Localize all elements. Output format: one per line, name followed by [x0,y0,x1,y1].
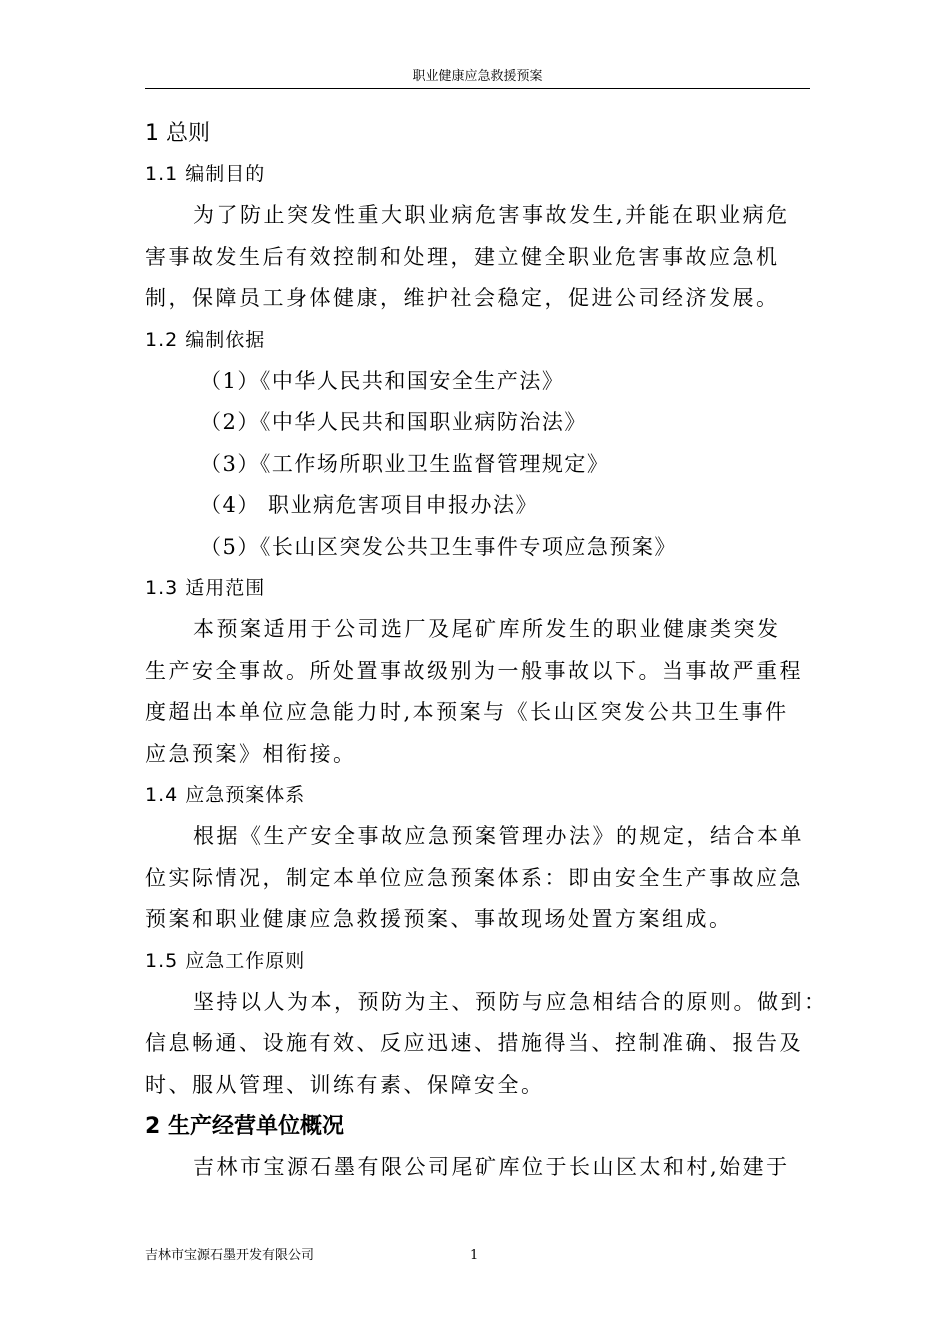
section-heading-1-4: 1.4 应急预案体系 [145,784,306,806]
paragraph-line: 为了防止突发性重大职业病危害事故发生,并能在职业病危 [193,203,790,227]
section-heading-1-2: 1.2 编制依据 [145,328,266,351]
paragraph-line: 本预案适用于公司选厂及尾矿库所发生的职业健康类突发 [193,617,781,641]
paragraph-line: 根据《生产安全事故应急预案管理办法》的规定，结合本单 [193,824,804,848]
basis-item: （2）《中华人民共和国职业病防治法》 [200,410,587,434]
paragraph-line: 生产安全事故。所处置事故级别为一般事故以下。当事故严重程 [145,658,803,683]
paragraph-line: 应急预案》相衔接。 [145,741,357,766]
section-heading-1-3: 1.3 适用范围 [145,577,266,599]
basis-item: （4） 职业病危害项目申报办法》 [200,493,539,517]
page-header: 职业健康应急救援预案 [145,66,810,89]
section-heading-1-1: 1.1 编制目的 [145,163,266,185]
document-body [145,113,828,1189]
basis-item: （5）《长山区突发公共卫生事件专项应急预案》 [200,534,677,559]
paragraph-line: 坚持以人为本，预防为主、预防与应急相结合的原则。做到： [193,989,828,1014]
section-heading-2: 2 生产经营单位概况 [145,1114,344,1139]
paragraph-line: 度超出本单位应急能力时,本预案与《长山区突发公共卫生事件 [145,700,789,724]
paragraph-line: 位实际情况，制定本单位应急预案体系：即由安全生产事故应急 [145,865,803,890]
paragraph-line: 信息畅通、设施有效、反应迅速、措施得当、控制准确、报告及 [145,1031,803,1055]
paragraph-line: 害事故发生后有效控制和处理，建立健全职业危害事故应急机 [145,244,780,269]
paragraph-line: 吉林市宝源石墨有限公司尾矿库位于长山区太和村,始建于 [193,1155,790,1179]
page-number: 1 [470,1248,479,1263]
basis-item: （3）《工作场所职业卫生监督管理规定》 [200,451,610,476]
section-heading-1: 1 总则 [145,121,210,146]
footer-company: 吉林市宝源石墨开发有限公司 [145,1248,315,1263]
paragraph-line: 预案和职业健康应急救援预案、事故现场处置方案组成。 [145,907,733,931]
paragraph-line: 制，保障员工身体健康，维护社会稳定，促进公司经济发展。 [145,286,780,310]
basis-item: （1）《中华人民共和国安全生产法》 [200,368,565,393]
paragraph-line: 时、服从管理、训练有素、保障安全。 [145,1072,545,1097]
section-heading-1-5: 1.5 应急工作原则 [145,949,306,972]
